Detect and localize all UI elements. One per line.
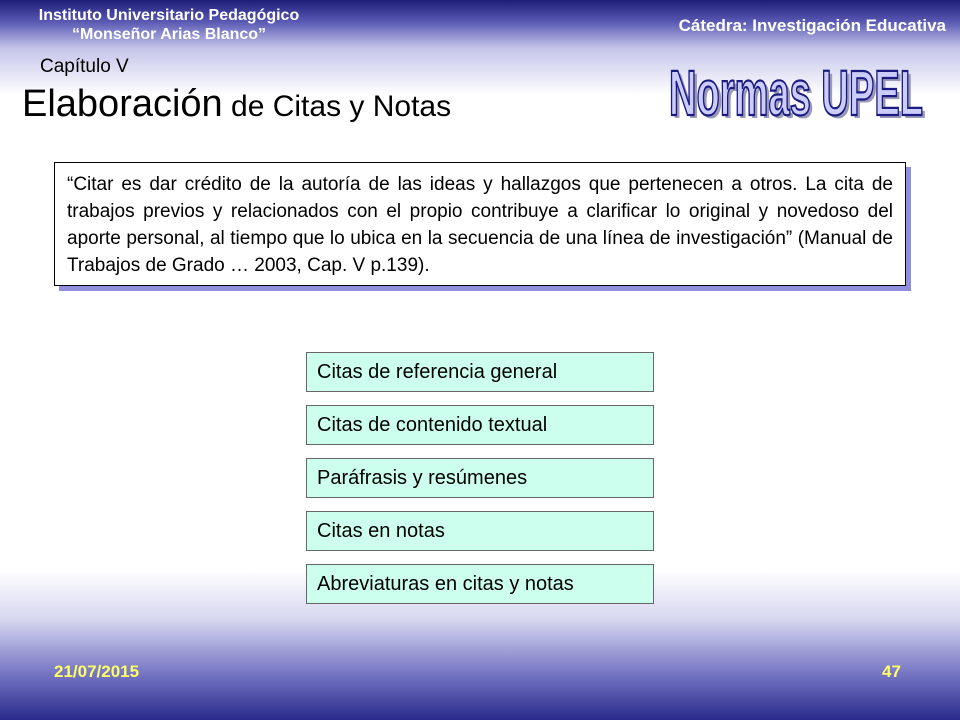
chapter-label: Capítulo V <box>40 56 129 77</box>
page-number: 47 <box>882 662 901 681</box>
catedra-label: Cátedra: Investigación Educativa <box>678 16 946 35</box>
box-parafrasis-resumenes: Paráfrasis y resúmenes <box>306 458 654 498</box>
box-citas-en-notas: Citas en notas <box>306 511 654 551</box>
logo-text: Normas UPEL <box>669 60 923 124</box>
slide-title <box>22 83 451 126</box>
quote-box: “Citar es dar crédito de la autoría de las ideas y hallazgos que pertenecen a otros. La cita de trabajos previos y relacionados con el propio contribuye a clarificar lo original y novedoso del aporte personal, al tiempo que lo ubica en la secuencia de una línea de investigación” (Manual de Trabajos de Grado … 2003, Cap. V p.139). <box>54 162 906 286</box>
box-citas-contenido-textual: Citas de contenido textual <box>306 405 654 445</box>
slide-title-rest: de Citas y Notas <box>222 90 452 123</box>
institution-name <box>0 6 338 44</box>
logo-text-shadow: Normas UPEL <box>672 60 926 124</box>
slide-title-first-word: Elaboración <box>22 83 223 125</box>
box-abreviaturas: Abreviaturas en citas y notas <box>306 564 654 604</box>
institution-line-2: “Monseñor Arias Blanco” <box>71 26 267 43</box>
normas-upel-logo <box>668 60 930 124</box>
box-citas-referencia-general: Citas de referencia general <box>306 352 654 392</box>
institution-line-1: Instituto Universitario Pedagógico <box>38 7 300 24</box>
slide-date: 21/07/2015 <box>54 662 140 681</box>
